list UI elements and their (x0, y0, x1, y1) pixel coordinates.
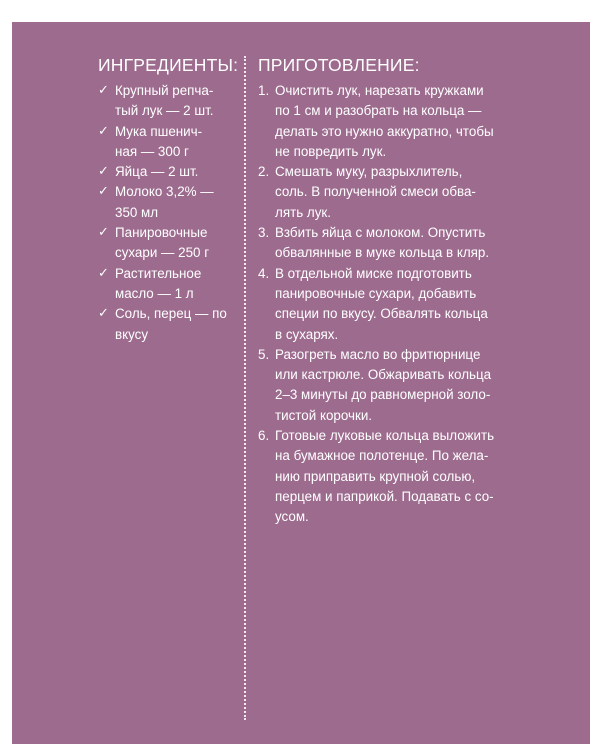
checkmark-icon: ✓ (98, 306, 109, 322)
step-item (258, 162, 534, 223)
ingredients-list (98, 81, 238, 345)
checkmark-icon: ✓ (98, 265, 109, 281)
preparation-section (258, 54, 534, 528)
step-text: Очистить лук, нарезать кружками по 1 см и разобрать на кольца — делать это нужно аккуратно, чтобы не повредить лук. (275, 83, 494, 159)
ingredient-item: ✓ Растительное масло — 1 л (98, 265, 202, 301)
step-number: 5. (258, 346, 270, 362)
ingredient-item: ✓ Панировочные сухари — 250 г (98, 225, 210, 261)
ingredients-title: ИНГРЕДИЕНТЫ: (98, 55, 239, 75)
step-item (258, 264, 534, 345)
checkmark-icon: ✓ (98, 184, 109, 200)
step-number: 1. (258, 83, 270, 98)
checkmark-icon: ✓ (98, 164, 109, 180)
recipe-page (12, 22, 590, 744)
checkmark-icon: ✓ (98, 123, 109, 139)
step-text: В отдельной миске подготовить панировочные сухари, добавить специи по вкусу. Обвалять кольца в сухарях. (275, 265, 488, 342)
checkmark-icon: ✓ (98, 83, 109, 98)
step-number: 2. (258, 164, 270, 180)
ingredient-item: ✓ Крупный репча- тый лук — 2 шт. (98, 83, 214, 119)
step-item (258, 345, 534, 426)
step-number: 3. (258, 225, 270, 241)
ingredient-item: ✓ Мука пшенич- ная — 300 г (98, 123, 203, 159)
step-number: 4. (258, 265, 270, 281)
preparation-title: ПРИГОТОВЛЕНИЕ: (258, 55, 420, 75)
step-item (258, 223, 534, 264)
step-text: Готовые луковые кольца выложить на бумажное полотенце. По жела- нию приправить крупной солью, перцем и паприкой. Подавать с со- усом. (275, 428, 495, 525)
step-item (258, 81, 534, 162)
step-item (258, 426, 534, 527)
preparation-steps (258, 81, 534, 528)
step-text: Смешать муку, разрыхлитель, соль. В полученной смеси обва- лять лук. (275, 164, 476, 220)
step-text: Разогреть масло во фритюрнице или кастрюле. Обжаривать кольца 2–3 минуты до равномерной золо- тистой корочки. (275, 346, 492, 423)
ingredients-section (98, 54, 238, 345)
ingredient-item: ✓ Молоко 3,2% — 350 мл (98, 184, 214, 220)
step-number: 6. (258, 428, 270, 444)
ingredient-item: ✓ Соль, перец — по вкусу (98, 306, 227, 342)
step-text: Взбить яйца с молоком. Опустить обвалянные в муке кольца в кляр. (275, 225, 490, 261)
checkmark-icon: ✓ (98, 225, 109, 241)
ingredient-item: ✓ Яйца — 2 шт. (98, 162, 238, 182)
dotted-divider (244, 56, 246, 720)
